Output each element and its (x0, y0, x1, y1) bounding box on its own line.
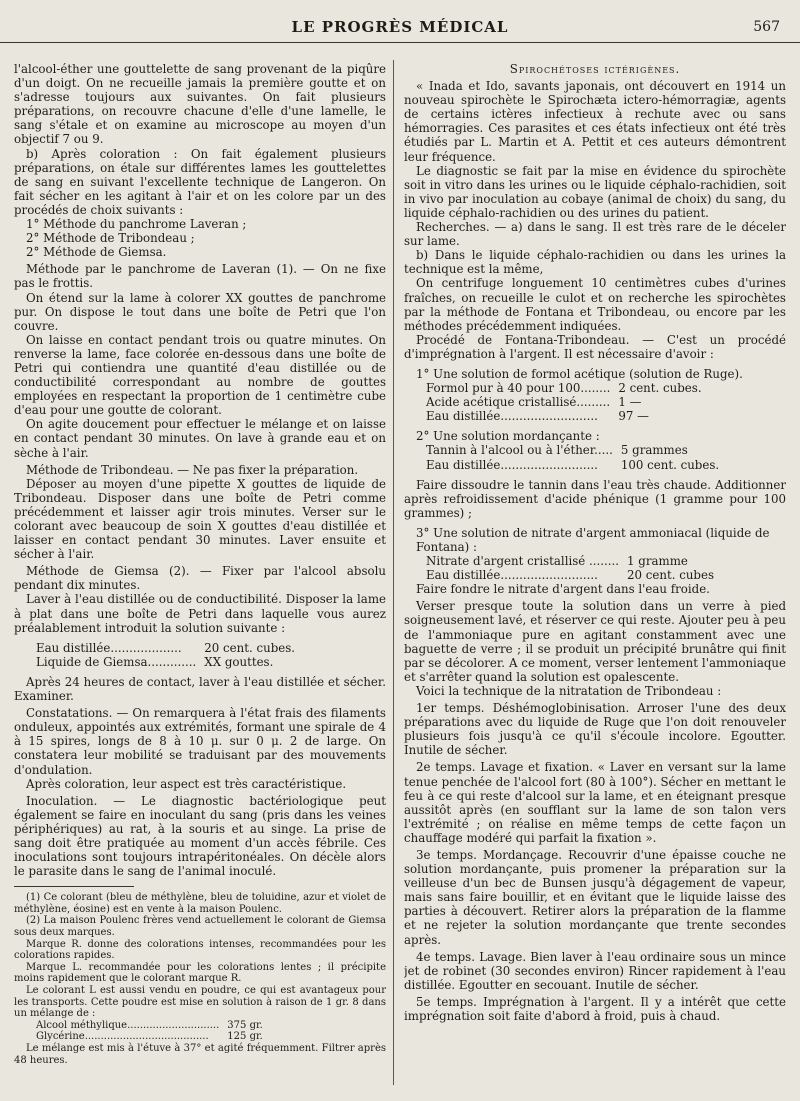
quantity: 97 — (618, 409, 649, 424)
paragraph: 4e temps. Lavage. Bien laver à l'eau ordinaire sous un mince jet de robinet (30 secondes environ) Rincer rapidement à l'eau distillée. Egoutter en secouant. Inutile de sécher. (404, 949, 786, 992)
quantity: 2 cent. cubes. (618, 381, 702, 396)
footnote: Marque L. recommandée pour les colorations lentes ; il précipite moins rapidement que le colorant marque R. (14, 961, 386, 985)
ingredient: Eau distillée.......................... (426, 409, 598, 424)
paragraph: « Inada et Ido, savants japonais, ont découvert en 1914 un nouveau spirochète le Spirochæta ictero-hémorragiæ, agents de certains ictères infectieux à rechute avec ou sans hémorragies. Ces parasites et ces états infectieux ont été très étudiés par L. Martin et A. Pettit et ces auteurs démontrent leur fréquence. (404, 79, 786, 164)
paragraph: 2e temps. Lavage et fixation. « Laver en versant sur la lame tenue penchée de l'alcool fort (80 à 100°). Sécher en mettant le feu à ce qui reste d'alcool sur la lame, et en éteignant presque aussitôt après (en soufflant sur la lame de son talon vers l'extrémité ; on réalise en même temps de cette façon un chauffage modéré qui parfait la fixation ». (404, 760, 786, 845)
paragraph: Laver à l'eau distillée ou de conductibilité. Disposer la lame à plat dans une boîte de Petri dans laquelle vous aurez préalablement introduit la solution suivante : (14, 592, 386, 635)
ingredient: Acide acétique cristallisé......... (426, 395, 611, 410)
right-column (404, 62, 786, 1092)
recipe-table (426, 443, 719, 471)
footnote: Le mélange est mis à l'étuve à 37° et agité fréquemment. Filtrer après 48 heures. (14, 1042, 386, 1066)
page-number: 567 (753, 19, 780, 35)
quantity: 20 cent. cubes (627, 568, 715, 583)
table-row (426, 568, 714, 582)
table-row (426, 443, 719, 457)
ingredient: Glycérine....................................... (36, 1031, 209, 1043)
left-column (14, 62, 386, 1092)
recipe-table (426, 554, 714, 582)
paragraph: Après 24 heures de contact, laver à l'eau distillée et sécher. Examiner. (14, 674, 386, 704)
quantity: 20 cent. cubes. (204, 640, 296, 655)
table-row (426, 554, 714, 568)
list-item: 2° Méthode de Giemsa. (26, 245, 167, 260)
list-item: 1° Une solution de formol acétique (solution de Ruge). (416, 366, 743, 381)
paragraph: Inoculation. — Le diagnostic bactériologique peut également se faire en inoculant du sang (pris dans les veines périphériques) au rat, à la souris et au singe. La prise de sang doit être pratiquée au moment d'un accès fébrile. Ces inoculations sont toujours intrapéritonéales. On décèle alors le parasite dans le sang de l'animal inoculé. (14, 793, 386, 879)
table-row (426, 381, 702, 395)
table-row (36, 1020, 263, 1032)
table-row (36, 655, 295, 669)
paragraph: 3e temps. Mordançage. Recouvrir d'une épaisse couche ne solution mordançante, puis promener la préparation sur la veilleuse d'un bec de Bunsen jusqu'à dégagement de vapeur, mais sans faire bouillir, et en évitant que le liquide laisse des parties à découvert. Retirer alors la préparation de la flamme et ne rejeter la solution mordançante que trente secondes après. (404, 847, 786, 947)
recipe-table (36, 641, 295, 669)
paragraph: On centrifuge longuement 10 centimètres cubes d'urines fraîches, on recueille le culot et on recherche les spirochètes par la méthode de Fontana et Tribondeau, ou encore par les méthodes précédemment indiquées. (404, 276, 786, 333)
paragraph: Voici la technique de la nitratation de Tribondeau : (416, 683, 722, 698)
ingredient: Nitrate d'argent cristallisé ........ (426, 554, 620, 569)
quantity: XX gouttes. (204, 654, 274, 669)
paragraph: 5e temps. Imprégnation à l'argent. Il y a intérêt que cette imprégnation soit faite d'abord à froid, puis à chaud. (404, 994, 786, 1023)
table-row (426, 458, 719, 472)
paragraph: Déposer au moyen d'une pipette X gouttes de liquide de Tribondeau. Disposer dans une boîte de Petri comme précédemment et laisser agir trois minutes. Verser sur le colorant avec beaucoup de soin X gouttes d'eau distillée et laisser en contact pendant 30 minutes. Laver ensuite et sécher à l'air. (14, 476, 386, 562)
ingredient: Eau distillée.......................... (426, 457, 598, 472)
paragraph: Procédé de Fontana-Tribondeau. — C'est un procédé d'imprégnation à l'argent. Il est nécessaire d'avoir : (404, 332, 786, 361)
quantity: 1 — (618, 395, 642, 410)
ingredient: Liquide de Giemsa............. (36, 654, 197, 669)
list-item: 1° Méthode du panchrome Laveran ; (26, 217, 247, 232)
ingredient: Eau distillée.......................... (426, 568, 598, 583)
section-heading: Spirochétoses ictérigènes. (509, 62, 681, 76)
paragraph: Recherches. — a) dans le sang. Il est très rare de le déceler sur lame. (404, 220, 786, 249)
paragraph: Le diagnostic se fait par la mise en évidence du spirochète soit in vitro dans les urines ou le liquide céphalo-rachidien, soit in vivo par inoculation au cobaye (animal de choix) du sang, du liquide céphalo-rachidien ou des urines du patient. (404, 163, 786, 220)
table-row (36, 641, 295, 655)
paragraph: Faire dissoudre le tannin dans l'eau très chaude. Additionner après refroidissement d'acide phénique (1 gramme pour 100 grammes) ; (404, 477, 786, 520)
ingredient: Alcool méthylique............................. (36, 1019, 220, 1031)
footnote: Le colorant L est aussi vendu en poudre, ce qui est avantageux pour les transports. Cette poudre est mise en solution à raison de 1 gr. 8 dans un mélange de : (14, 985, 386, 1020)
paragraph: On laisse en contact pendant trois ou quatre minutes. On renverse la lame, face colorée en-dessous dans une boîte de Petri qui contiendra une quantité d'eau distillée ou de conductibilité correspondant au nombre de gouttes employées en respectant la proportion de 1 centimètre cube d'eau pour une goutte de colorant. (14, 332, 386, 418)
footnote: Marque R. donne des colorations intenses, recommandées pour les colorations rapides. (14, 938, 386, 962)
footnote: (2) La maison Poulenc frères vend actuellement le colorant de Giemsa sous deux marques. (14, 915, 386, 939)
list-item: 2° Une solution mordançante : (416, 429, 600, 444)
quantity: 5 grammes (620, 443, 688, 458)
paragraph: Méthode par le panchrome de Laveran (1). — On ne fixe pas le frottis. (14, 262, 386, 291)
paragraph: Verser presque toute la solution dans un verre à pied soigneusement lavé, et réserver ce qui reste. Ajouter peu à peu de l'ammoniaque pure en agitant constamment avec une baguette de verre ; il se produit un précipité brunâtre qui finit par se décolorer. A ce moment, verser lentement l'ammoniaque et s'arrêter quand la solution est opalescente. (404, 599, 786, 684)
paragraph: Après coloration, leur aspect est très caractéristique. (26, 776, 347, 791)
table-row (36, 1031, 263, 1043)
paragraph: Méthode de Giemsa (2). — Fixer par l'alcool absolu pendant dix minutes. (14, 564, 386, 593)
paragraph: On agite doucement pour effectuer le mélange et on laisse en contact pendant 30 minutes. On lave à grande eau et on sèche à l'air. (14, 417, 386, 460)
paragraph: l'alcool-éther une gouttelette de sang provenant de la piqûre d'un doigt. On ne recueille jamais la première goutte et on s'adresse toujours aux suivantes. On fait plusieurs préparations, on recouvre chacune d'elle d'une lamelle, le sang s'étale et on examine au microscope au moyen d'un objectif 7 ou 9. (14, 62, 386, 147)
recipe-table (426, 381, 702, 423)
quantity: 375 gr. (227, 1019, 263, 1031)
paragraph: On étend sur la lame à colorer XX gouttes de panchrome pur. On dispose le tout dans une boîte de Petri que l'on couvre. (14, 290, 386, 333)
footnote: (1) Ce colorant (bleu de méthylène, bleu de toluidine, azur et violet de méthylène, éosine) est en vente à la maison Poulenc. (14, 892, 386, 915)
paragraph: b) Dans le liquide céphalo-rachidien ou dans les urines la technique est la même, (404, 248, 786, 277)
table-row (426, 409, 702, 423)
paragraph: b) Après coloration : On fait également plusieurs préparations, on étale sur différentes lames les gouttelettes de sang en suivant l'excellente technique de Langeron. On fait sécher en les agitant à l'air et on les colore par un des procédés de choix suivants : (14, 146, 386, 217)
column-divider (393, 60, 394, 1085)
ingredient: Eau distillée................... (36, 640, 182, 655)
paragraph: Méthode de Tribondeau. — Ne pas fixer la préparation. (26, 462, 359, 477)
ingredient: Formol pur à 40 pour 100........ (426, 381, 611, 396)
quantity: 100 cent. cubes. (620, 457, 720, 472)
footnotes (14, 892, 386, 1066)
paragraph: Faire fondre le nitrate d'argent dans l'eau froide. (416, 582, 710, 597)
quantity: 125 gr. (227, 1031, 263, 1043)
paragraph: Constatations. — On remarquera à l'état frais des filaments onduleux, appointés aux extrémités, formant une spirale de 4 à 15 spires, longs de 8 à 10 μ. sur 0 μ. 2 de large. On constatera leur mobilité se traduisant par des mouvements d'ondulation. (14, 706, 386, 777)
paragraph: 1er temps. Déshémoglobinisation. Arroser l'une des deux préparations avec du liquide de Ruge que l'on doit renouveler plusieurs fois jusqu'à ce qu'il s'écoule incolore. Egoutter. Inutile de sécher. (404, 701, 786, 758)
journal-title: LE PROGRÈS MÉDICAL (291, 18, 509, 36)
footnote-recipe-table (36, 1020, 263, 1043)
table-row (426, 395, 702, 409)
footnote-rule (14, 886, 134, 887)
list-item: 3° Une solution de nitrate d'argent ammoniacal (liquide de Fontana) : (416, 525, 770, 554)
ingredient: Tannin à l'alcool ou à l'éther..... (426, 443, 613, 458)
running-header (0, 12, 800, 43)
quantity: 1 gramme (627, 554, 688, 569)
list-item: 2° Méthode de Tribondeau ; (26, 231, 195, 246)
